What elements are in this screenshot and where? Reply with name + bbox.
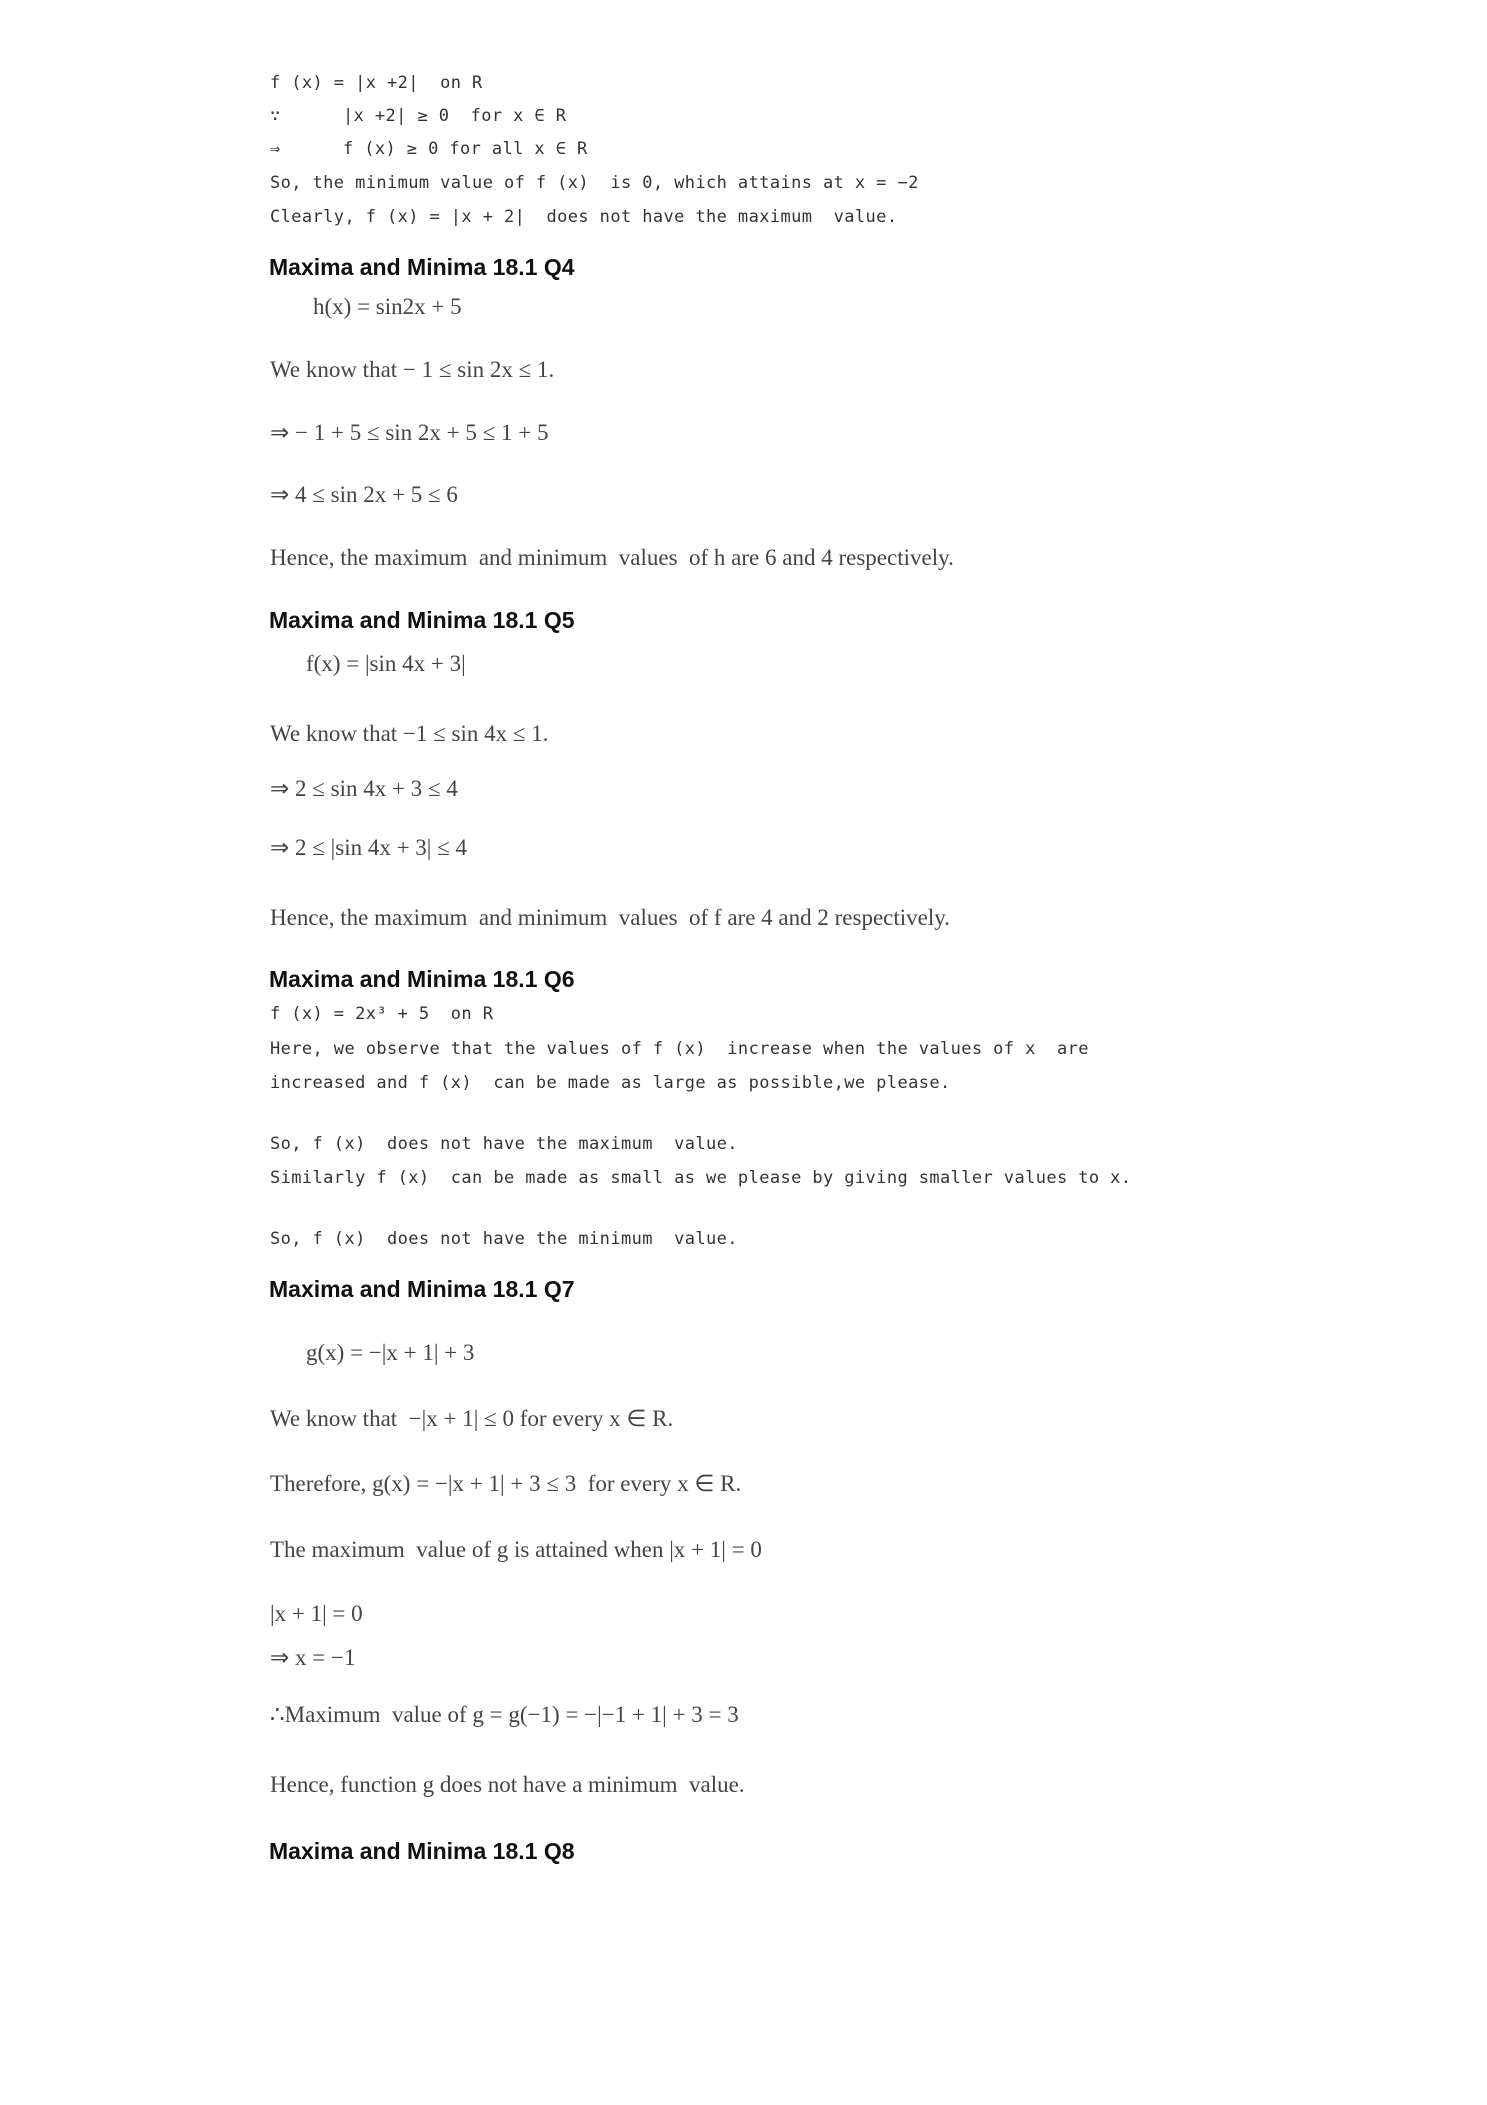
q6-line-4: So, f (x) does not have the maximum value.: [270, 1134, 738, 1154]
q5-line-4: ⇒ 2 ≤ |sin 4x + 3| ≤ 4: [270, 835, 468, 860]
q4-line-3: ⇒ − 1 + 5 ≤ sin 2x + 5 ≤ 1 + 5: [270, 420, 549, 445]
q7-line-7: ∴Maximum value of g = g(−1) = −|−1 + 1| + 3 = 3: [270, 1702, 739, 1727]
q4-line-1: h(x) = sin2x + 5: [313, 294, 462, 319]
q4-line-2: We know that − 1 ≤ sin 2x ≤ 1.: [270, 357, 555, 382]
q3-line-2: |x +2| ≥ 0 for x ∈ R: [343, 106, 567, 126]
q4-line-4: ⇒ 4 ≤ sin 2x + 5 ≤ 6: [270, 482, 458, 507]
q4-line-5: Hence, the maximum and minimum values of h are 6 and 4 respectively.: [270, 545, 954, 570]
heading-q8: Maxima and Minima 18.1 Q8: [269, 1838, 575, 1864]
q3-line-5: Clearly, f (x) = |x + 2| does not have the maximum value.: [270, 207, 898, 227]
heading-q4: Maxima and Minima 18.1 Q4: [269, 254, 575, 280]
q3-line-1: f (x) = |x +2| on R: [270, 73, 483, 93]
q5-line-2: We know that −1 ≤ sin 4x ≤ 1.: [270, 721, 549, 746]
heading-q6: Maxima and Minima 18.1 Q6: [269, 966, 575, 992]
q7-line-2: We know that −|x + 1| ≤ 0 for every x ∈ R.: [270, 1406, 674, 1431]
q7-line-3: Therefore, g(x) = −|x + 1| + 3 ≤ 3 for every x ∈ R.: [270, 1471, 742, 1496]
q5-line-5: Hence, the maximum and minimum values of f are 4 and 2 respectively.: [270, 905, 950, 930]
q3-because-symbol: ∵: [270, 106, 281, 126]
q7-line-4: The maximum value of g is attained when |x + 1| = 0: [270, 1537, 762, 1562]
q6-line-2: Here, we observe that the values of f (x) increase when the values of x are: [270, 1039, 1089, 1059]
heading-q7: Maxima and Minima 18.1 Q7: [269, 1276, 575, 1302]
q6-line-6: So, f (x) does not have the minimum value.: [270, 1229, 738, 1249]
q3-line-3: f (x) ≥ 0 for all x ∈ R: [343, 139, 588, 159]
q6-line-5: Similarly f (x) can be made as small as we please by giving smaller values to x.: [270, 1168, 1132, 1188]
q6-line-3: increased and f (x) can be made as large as possible,we please.: [270, 1073, 951, 1093]
q7-line-6: ⇒ x = −1: [270, 1645, 356, 1670]
q7-line-8: Hence, function g does not have a minimum value.: [270, 1772, 745, 1797]
q6-line-1: f (x) = 2x³ + 5 on R: [270, 1004, 494, 1024]
q5-line-1: f(x) = |sin 4x + 3|: [306, 651, 466, 676]
q3-implies-symbol: ⇒: [270, 139, 281, 159]
q7-line-5: |x + 1| = 0: [270, 1601, 363, 1626]
q3-line-4: So, the minimum value of f (x) is 0, which attains at x = −2: [270, 173, 919, 193]
q5-line-3: ⇒ 2 ≤ sin 4x + 3 ≤ 4: [270, 776, 458, 801]
heading-q5: Maxima and Minima 18.1 Q5: [269, 607, 575, 633]
q7-line-1: g(x) = −|x + 1| + 3: [306, 1340, 475, 1365]
